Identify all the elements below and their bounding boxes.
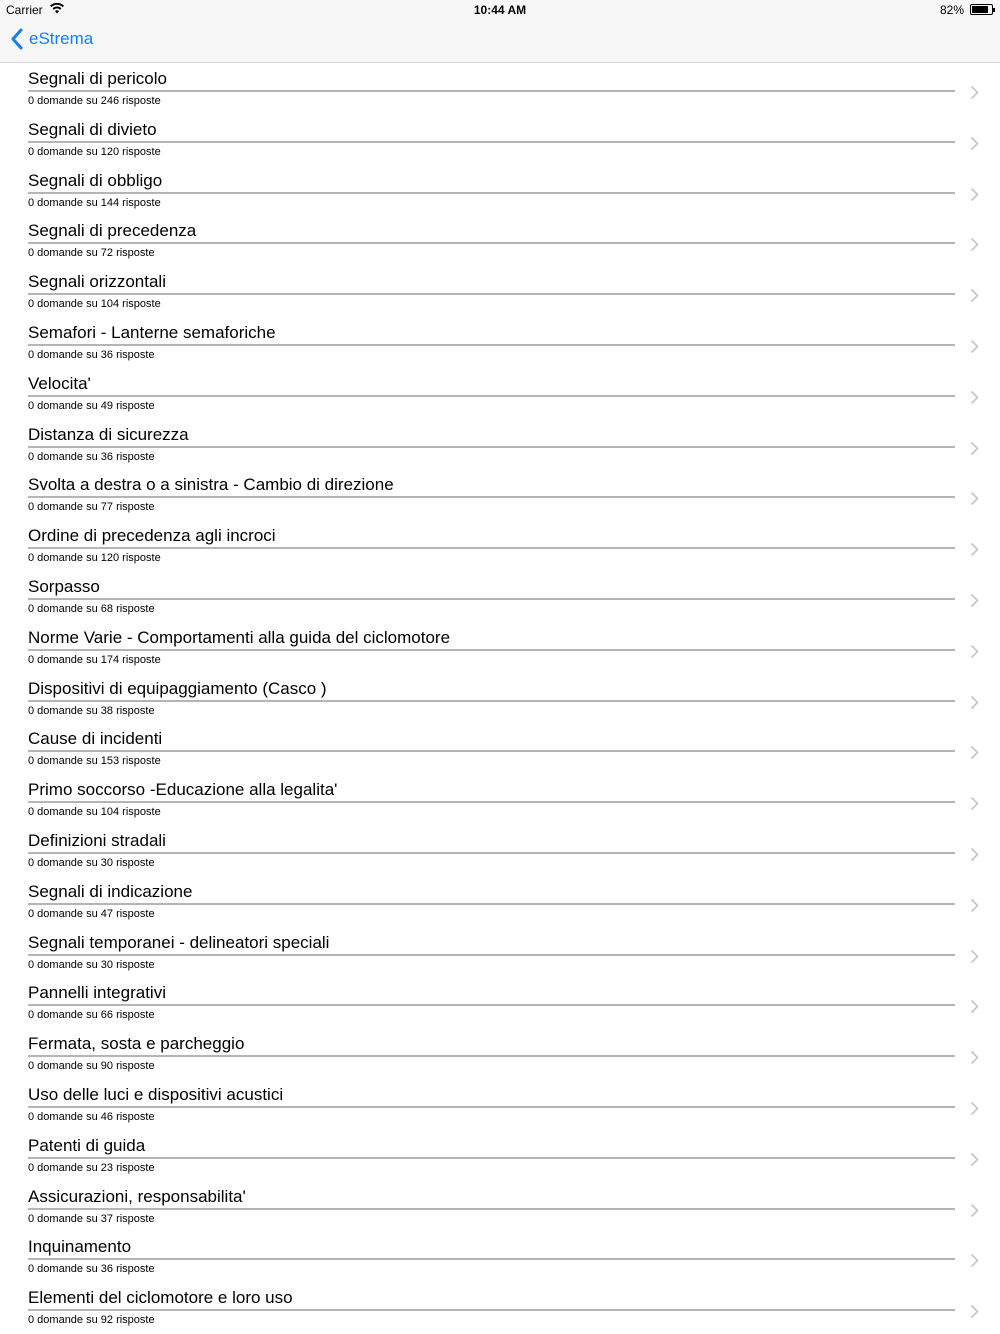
chevron-right-icon (970, 999, 979, 1014)
chevron-right-icon (970, 695, 979, 710)
chevron-right-icon (970, 796, 979, 811)
divider (28, 141, 955, 143)
divider (28, 1157, 955, 1159)
item-title: Uso delle luci e dispositivi acustici (28, 1084, 284, 1104)
chevron-right-icon (970, 593, 979, 608)
list-item[interactable] (0, 572, 1000, 623)
item-subtitle: 0 domande su 66 risposte (28, 1009, 155, 1022)
list-item[interactable] (0, 674, 1000, 725)
item-subtitle: 0 domande su 36 risposte (28, 450, 155, 463)
item-subtitle: 0 domande su 72 risposte (28, 247, 155, 260)
divider (28, 242, 955, 244)
back-label: eStrema (29, 29, 94, 48)
item-subtitle: 0 domande su 144 risposte (28, 196, 161, 209)
back-button[interactable] (10, 28, 93, 50)
item-subtitle: 0 domande su 90 risposte (28, 1060, 155, 1073)
item-subtitle: 0 domande su 120 risposte (28, 552, 161, 565)
chevron-right-icon (970, 1152, 979, 1167)
divider (28, 192, 955, 194)
divider (28, 1208, 955, 1210)
divider (28, 954, 955, 956)
item-title: Ordine di precedenza agli incroci (28, 526, 276, 546)
item-title: Definizioni stradali (28, 830, 166, 850)
item-title: Primo soccorso -Educazione alla legalita' (28, 780, 338, 800)
divider (28, 1106, 955, 1108)
chevron-right-icon (970, 491, 979, 506)
item-subtitle: 0 domande su 104 risposte (28, 298, 161, 311)
item-subtitle: 0 domande su 77 risposte (28, 501, 155, 514)
list-item[interactable] (0, 115, 1000, 166)
item-title: Segnali di pericolo (28, 69, 167, 88)
list-item[interactable] (0, 1131, 1000, 1182)
item-subtitle: 0 domande su 92 risposte (28, 1314, 155, 1327)
item-subtitle: 0 domande su 153 risposte (28, 755, 161, 768)
chevron-right-icon (970, 187, 979, 202)
item-title: Dispositivi di equipaggiamento (Casco ) (28, 678, 327, 698)
divider (28, 395, 955, 397)
item-title: Svolta a destra o a sinistra - Cambio di direzione (28, 475, 394, 495)
divider (28, 496, 955, 498)
item-title: Cause di incidenti (28, 729, 163, 749)
divider (28, 344, 955, 346)
list-item[interactable] (0, 64, 1000, 115)
item-subtitle: 0 domande su 23 risposte (28, 1161, 155, 1174)
list-item[interactable] (0, 1232, 1000, 1283)
divider (28, 1309, 955, 1311)
item-subtitle: 0 domande su 30 risposte (28, 958, 155, 971)
list-item[interactable] (0, 369, 1000, 420)
list-item[interactable] (0, 318, 1000, 369)
navigation-bar (0, 20, 1000, 63)
battery-icon (970, 4, 993, 15)
divider (28, 1055, 955, 1057)
chevron-right-icon (970, 85, 979, 100)
status-bar (0, 0, 1000, 20)
list-item[interactable] (0, 623, 1000, 674)
list-item[interactable] (0, 928, 1000, 979)
item-title: Norme Varie - Comportamenti alla guida del ciclomotore (28, 627, 451, 647)
chevron-right-icon (970, 542, 979, 557)
chevron-right-icon (970, 898, 979, 913)
item-title: Patenti di guida (28, 1135, 146, 1155)
list-item[interactable] (0, 1182, 1000, 1233)
list-item[interactable] (0, 1283, 1000, 1334)
item-subtitle: 0 domande su 120 risposte (28, 145, 161, 158)
item-subtitle: 0 domande su 36 risposte (28, 348, 155, 361)
chevron-right-icon (970, 136, 979, 151)
list-item[interactable] (0, 1029, 1000, 1080)
list-item[interactable] (0, 166, 1000, 217)
chevron-right-icon (970, 339, 979, 354)
chevron-right-icon (970, 1101, 979, 1116)
chevron-right-icon (970, 847, 979, 862)
list-item[interactable] (0, 775, 1000, 826)
chevron-right-icon (970, 1253, 979, 1268)
item-title: Segnali temporanei - delineatori speciali (28, 932, 330, 952)
clock: 10:44 AM (473, 3, 527, 17)
item-title: Velocita' (28, 373, 91, 393)
item-title: Segnali di indicazione (28, 881, 193, 901)
chevron-right-icon (970, 288, 979, 303)
item-subtitle: 0 domande su 246 risposte (28, 95, 161, 107)
list-item[interactable] (0, 420, 1000, 471)
chevron-right-icon (970, 390, 979, 405)
item-title: Segnali di obbligo (28, 170, 163, 190)
chevron-left-icon (10, 28, 23, 50)
item-subtitle: 0 domande su 46 risposte (28, 1110, 155, 1123)
divider (28, 801, 955, 803)
item-subtitle: 0 domande su 36 risposte (28, 1263, 155, 1276)
chevron-right-icon (970, 745, 979, 760)
list-item[interactable] (0, 1080, 1000, 1131)
item-title: Segnali orizzontali (28, 272, 166, 292)
divider (28, 1004, 955, 1006)
item-title: Distanza di sicurezza (28, 424, 189, 444)
item-title: Fermata, sosta e parcheggio (28, 1034, 245, 1054)
item-title: Elementi del ciclomotore e loro uso (28, 1288, 293, 1308)
chevron-right-icon (970, 441, 979, 456)
divider (28, 547, 955, 549)
divider (28, 293, 955, 295)
divider (28, 1258, 955, 1260)
item-subtitle: 0 domande su 47 risposte (28, 907, 155, 920)
chevron-right-icon (970, 949, 979, 964)
list-item[interactable] (0, 724, 1000, 775)
divider (28, 90, 955, 92)
item-subtitle: 0 domande su 49 risposte (28, 399, 155, 412)
list-item[interactable] (0, 216, 1000, 267)
chevron-right-icon (970, 1050, 979, 1065)
divider (28, 649, 955, 651)
chevron-right-icon (970, 1304, 979, 1319)
divider (28, 903, 955, 905)
item-subtitle: 0 domande su 174 risposte (28, 653, 161, 666)
category-list (0, 64, 1000, 1334)
item-subtitle: 0 domande su 38 risposte (28, 704, 155, 717)
battery-percent: 82% (939, 3, 964, 17)
item-title: Segnali di precedenza (28, 221, 197, 241)
item-title: Pannelli integrativi (28, 983, 166, 1003)
list-item[interactable] (0, 877, 1000, 928)
item-subtitle: 0 domande su 68 risposte (28, 602, 155, 615)
divider (28, 852, 955, 854)
list-item[interactable] (0, 826, 1000, 877)
item-subtitle: 0 domande su 30 risposte (28, 856, 155, 869)
divider (28, 700, 955, 702)
divider (28, 446, 955, 448)
chevron-right-icon (970, 1203, 979, 1218)
item-title: Sorpasso (28, 576, 100, 596)
item-title: Segnali di divieto (28, 119, 157, 139)
list-item[interactable] (0, 267, 1000, 318)
carrier-label: Carrier (6, 3, 43, 17)
list-item[interactable] (0, 470, 1000, 521)
item-subtitle: 0 domande su 37 risposte (28, 1212, 155, 1225)
item-title: Semafori - Lanterne semaforiche (28, 322, 276, 342)
item-title: Inquinamento (28, 1237, 132, 1257)
divider (28, 598, 955, 600)
chevron-right-icon (970, 644, 979, 659)
chevron-right-icon (970, 237, 979, 252)
item-subtitle: 0 domande su 104 risposte (28, 806, 161, 819)
divider (28, 750, 955, 752)
list-item[interactable] (0, 978, 1000, 1029)
item-title: Assicurazioni, responsabilita' (28, 1186, 246, 1206)
list-item[interactable] (0, 521, 1000, 572)
